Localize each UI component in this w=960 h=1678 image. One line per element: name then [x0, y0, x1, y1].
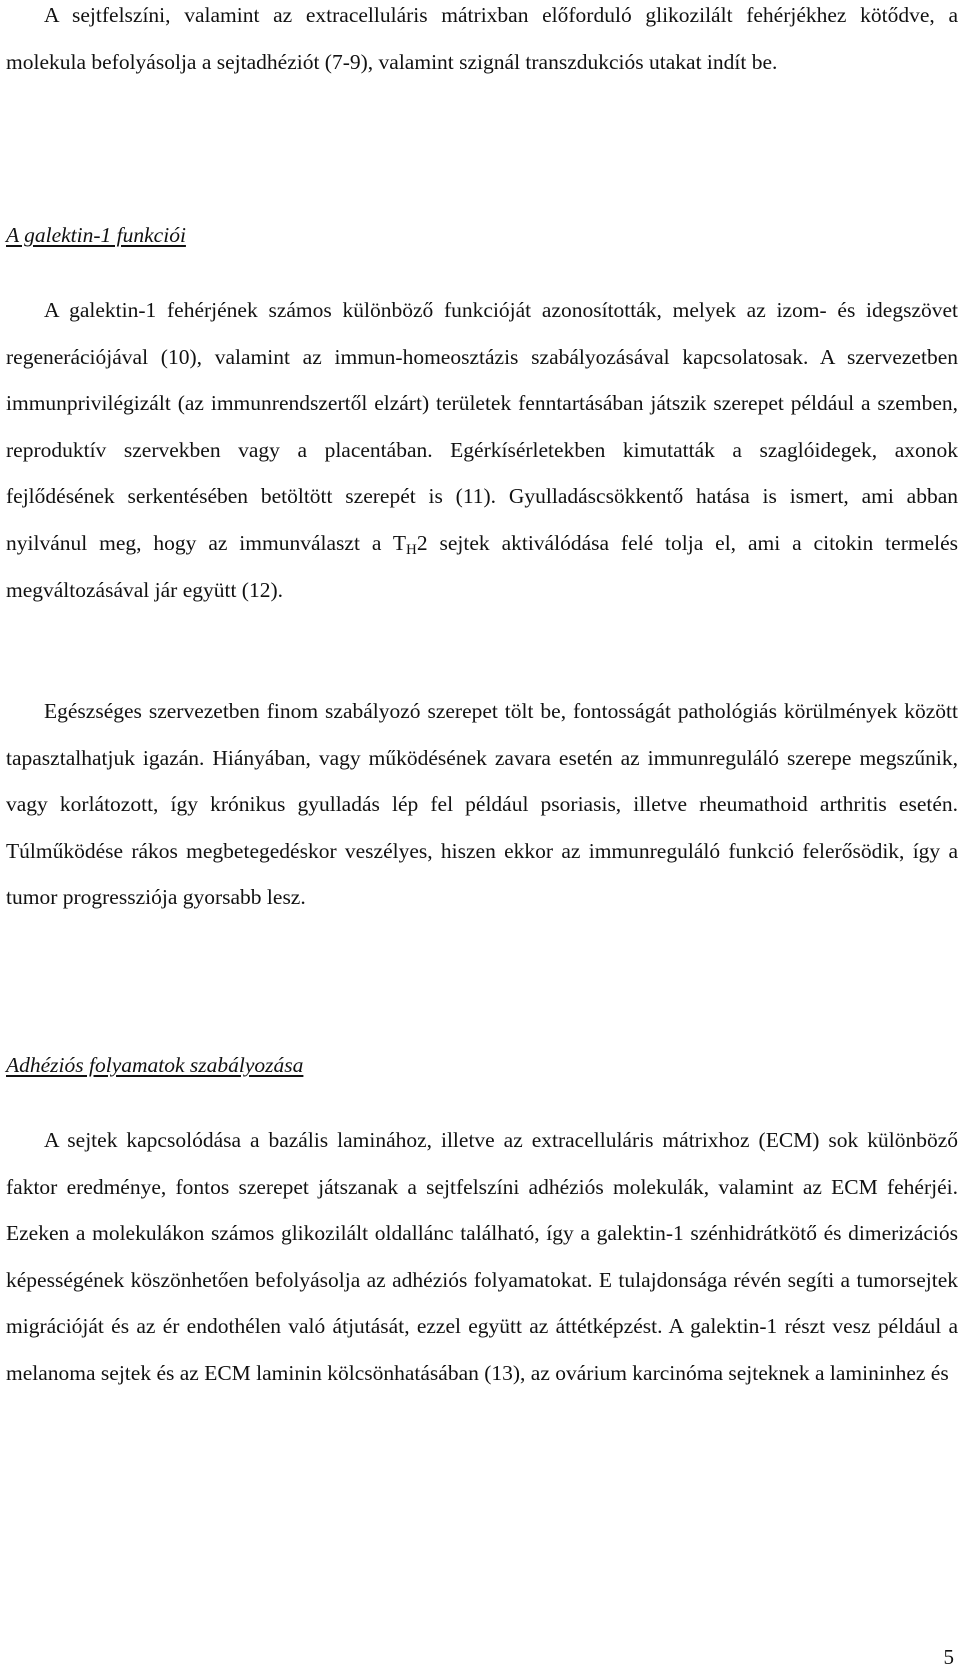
section-heading-adhesion: Adhéziós folyamatok szabályozása	[6, 1053, 304, 1077]
galektin-functions-text-a: A galektin-1 fehérjének számos különböző funkcióját azonosították, melyek az izom- és idegszövet regenerációjával (10), valamint az immun-homeosztázis szabályozásával kapcsolatosak. A szervezetben immunprivilégizált (az immunrendszertől elzárt) területek fenntartásában játszik szerepet például a szemben, reproduktív szervekben vagy a placentában. Egérkísérletekben kimutatták a szaglóidegek, axonok fejlődésének serkentésében betöltött szerepét is (11). Gyulladáscsökkentő hatása is ismert, ami abban nyilvánul meg, hogy az immunválaszt a T	[6, 298, 958, 555]
th-subscript: H	[406, 541, 417, 558]
galektin-functions-text-b: 2 sejtek aktiválódása felé tolja el, ami a citokin termelés megváltozásával jár együtt (12).	[6, 530, 958, 602]
intro-paragraph: A sejtfelszíni, valamint az extracelluláris mátrixban előforduló glikozilált fehérjékhez kötődve, a molekula befolyásolja a sejtadhéziót (7-9), valamint szignál transzdukciós utakat indít be.	[6, 3, 958, 74]
section-heading-galektin-functions: A galektin-1 funkciói	[6, 223, 186, 247]
page-number: 5	[943, 1645, 954, 1669]
galektin-functions-paragraph-2: Egészséges szervezetben finom szabályozó szerepet tölt be, fontosságát pathológiás körülmények között tapasztalhatjuk igazán. Hiányában, vagy működésének zavara esetén az immunreguláló szerepe megszűnik, vagy korlátozott, így krónikus gyulladás lép fel például psoriasis, illetve rheumathoid arthritis esetén. Túlműködése rákos megbetegedéskor veszélyes, hiszen ekkor az immunreguláló funkció felerősödik, így a tumor progressziója gyorsabb lesz.	[6, 699, 958, 910]
galektin-functions-paragraph-1	[6, 287, 958, 613]
adhesion-paragraph-1: A sejtek kapcsolódása a bazális laminához, illetve az extracelluláris mátrixhoz (ECM) sok különböző faktor eredménye, fontos szerepet játszanak a sejtfelszíni adhéziós molekulák, valamint az ECM fehérjéi. Ezeken a molekulákon számos glikozilált oldallánc található, így a galektin-1 szénhidrátkötő és dimerizációs képességének köszönhetően befolyásolja az adhéziós folyamatokat. E tulajdonsága révén segíti a tumorsejtek migrációját és az ér endothélen való átjutását, ezzel együtt az áttétképzést. A galektin-1 részt vesz például a melanoma sejtek és az ECM laminin kölcsönhatásában (13), az ovárium karcinóma sejteknek a lamininhez és	[6, 1128, 958, 1385]
